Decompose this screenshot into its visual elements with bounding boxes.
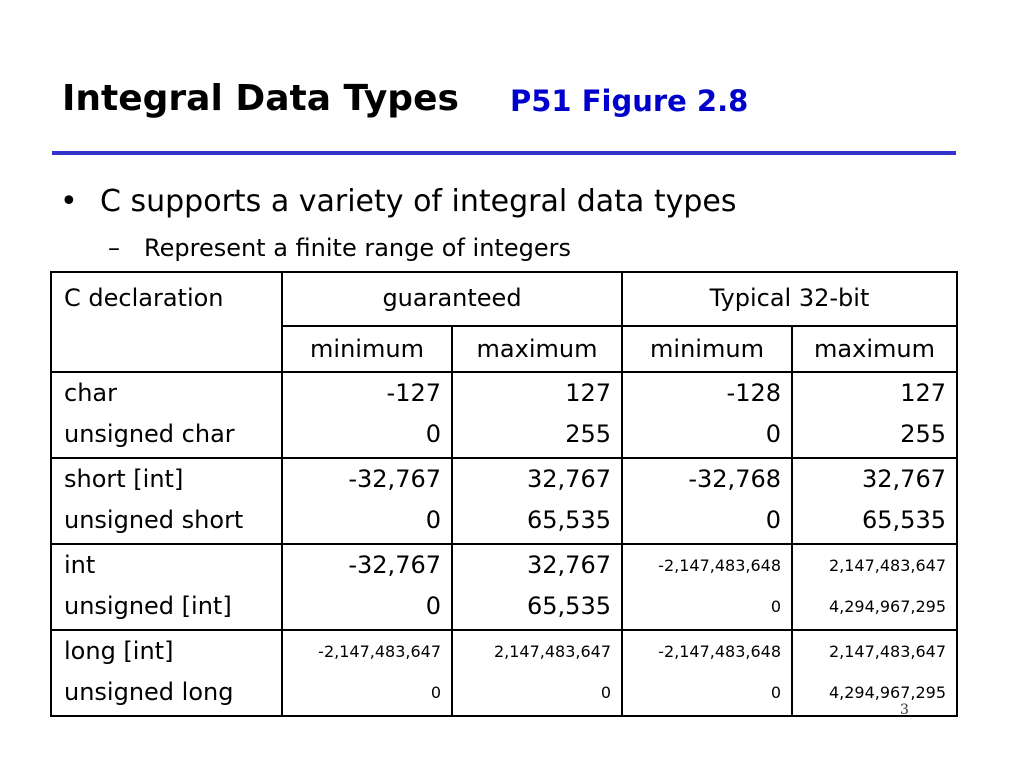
- value: -127: [386, 379, 441, 407]
- integral-types-table: [50, 271, 958, 717]
- value: 32,767: [527, 465, 611, 493]
- value: 4,294,967,295: [828, 597, 946, 616]
- value: 0: [425, 506, 441, 534]
- type-name: int: [64, 551, 96, 579]
- table-row: [51, 372, 957, 458]
- typical-min-cell: [622, 458, 792, 544]
- type-name-cell: [51, 372, 282, 458]
- value: -32,767: [348, 551, 441, 579]
- typical-max-cell: [792, 458, 957, 544]
- slide-subtitle: P51 Figure 2.8: [510, 84, 749, 118]
- value: 0: [765, 420, 781, 448]
- value: 0: [430, 683, 441, 702]
- type-name-cell: [51, 544, 282, 630]
- bullet-text: C supports a variety of integral data types: [100, 184, 737, 219]
- header-guaranteed-minimum: minimum: [282, 326, 452, 372]
- typical-min-cell: [622, 372, 792, 458]
- typical-max-cell: [792, 544, 957, 630]
- guaranteed-min-cell: [282, 458, 452, 544]
- sub-bullet-text: Represent a finite range of integers: [144, 234, 571, 262]
- value: 0: [425, 420, 441, 448]
- type-name-cell: [51, 458, 282, 544]
- guaranteed-max-cell: [452, 458, 622, 544]
- title-divider: [52, 151, 956, 155]
- guaranteed-min-cell: [282, 630, 452, 716]
- value: 32,767: [527, 551, 611, 579]
- value: 2,147,483,647: [828, 556, 946, 575]
- bullet-dot-icon: •: [60, 184, 78, 219]
- type-name: char: [64, 379, 117, 407]
- typical-max-cell: [792, 372, 957, 458]
- value: 255: [565, 420, 611, 448]
- value: 2,147,483,647: [493, 642, 611, 661]
- value: -2,147,483,648: [658, 642, 781, 661]
- value: 0: [765, 506, 781, 534]
- typical-min-cell: [622, 544, 792, 630]
- value: 0: [425, 592, 441, 620]
- value: 32,767: [862, 465, 946, 493]
- guaranteed-min-cell: [282, 544, 452, 630]
- header-typical-maximum: maximum: [792, 326, 957, 372]
- table-row: [51, 544, 957, 630]
- value: -2,147,483,648: [658, 556, 781, 575]
- dash-icon: –: [108, 234, 120, 262]
- value: 127: [900, 379, 946, 407]
- header-guaranteed: guaranteed: [282, 272, 622, 326]
- value: 0: [600, 683, 611, 702]
- guaranteed-max-cell: [452, 544, 622, 630]
- type-name: long [int]: [64, 637, 174, 665]
- value: -32,768: [688, 465, 781, 493]
- value: 2,147,483,647: [828, 642, 946, 661]
- guaranteed-min-cell: [282, 372, 452, 458]
- header-guaranteed-maximum: maximum: [452, 326, 622, 372]
- header-typical-minimum: minimum: [622, 326, 792, 372]
- value: 255: [900, 420, 946, 448]
- value: 4,294,967,295: [828, 683, 946, 702]
- value: -128: [726, 379, 781, 407]
- table-row: [51, 458, 957, 544]
- value: -2,147,483,647: [318, 642, 441, 661]
- table-header-row: [51, 272, 957, 326]
- type-name: short [int]: [64, 465, 184, 493]
- page-number: 3: [900, 702, 909, 718]
- header-c-declaration: C declaration: [51, 272, 282, 372]
- type-name: unsigned [int]: [64, 592, 232, 620]
- value: 65,535: [862, 506, 946, 534]
- type-name: unsigned short: [64, 506, 244, 534]
- typical-min-cell: [622, 630, 792, 716]
- type-name: unsigned long: [64, 678, 234, 706]
- value: 65,535: [527, 592, 611, 620]
- type-name-cell: [51, 630, 282, 716]
- table-row: [51, 630, 957, 716]
- guaranteed-max-cell: [452, 372, 622, 458]
- value: 65,535: [527, 506, 611, 534]
- header-typical-32bit: Typical 32-bit: [622, 272, 957, 326]
- value: 0: [770, 683, 781, 702]
- value: -32,767: [348, 465, 441, 493]
- value: 127: [565, 379, 611, 407]
- guaranteed-max-cell: [452, 630, 622, 716]
- value: 0: [770, 597, 781, 616]
- typical-max-cell: [792, 630, 957, 716]
- slide-title: Integral Data Types: [62, 78, 459, 119]
- type-name: unsigned char: [64, 420, 235, 448]
